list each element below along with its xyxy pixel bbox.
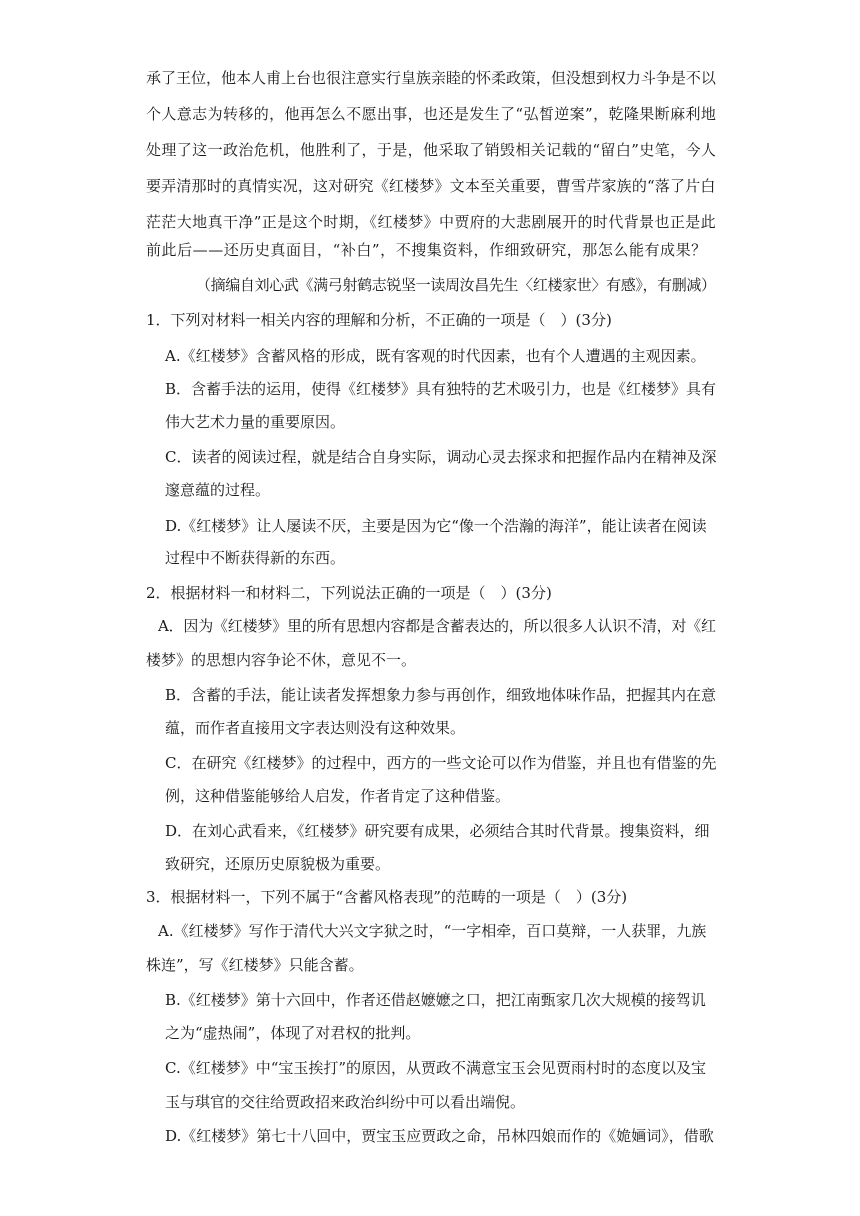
option-a-continued: 株连”，写《红楼梦》只能含蓄。 [146,956,364,974]
question-stem: 3．根据材料一，下列不属于“含蓄风格表现”的范畴的一项是（ ）(3分) [146,888,628,906]
option-d: D．在刘心武看来，《红楼梦》研究要有成果，必须结合其时代背景。搜集资料，细 [165,822,710,840]
passage-line: 茫茫大地真干净”正是这个时期，《红楼梦》中贾府的大悲剧展开的时代背景也正是此 [146,213,717,231]
option-c-continued: 例，这种借鉴能够给人启发，作者肯定了这种借鉴。 [165,787,511,805]
option-d-continued: 致研究，还原历史原貌极为重要。 [165,855,391,873]
option-a: A.《红楼梦》写作于清代大兴文字狱之时，“一字相牵，百口莫辩，一人获罪，九族 [158,922,707,940]
question-stem: 1．下列对材料一相关内容的理解和分析，不正确的一项是（ ）(3分) [146,311,612,329]
option-b: B．含蓄的手法，能让读者发挥想象力参与再创作，细致地体味作品，把握其内在意 [165,686,717,704]
option-c-continued: 邃意蕴的过程。 [165,481,271,499]
option-b-continued: 伟大艺术力量的重要原因。 [165,413,346,431]
option-c: C．读者的阅读过程，就是结合自身实际，调动心灵去探求和把握作品内在精神及深 [165,448,717,466]
passage-line: 承了王位，他本人甫上台也很注意实行皇族亲睦的怀柔政策，但没想到权力斗争是不以 [146,69,716,87]
option-d-continued: 过程中不断获得新的东西。 [165,549,346,567]
option-d: D.《红楼梦》让人屡读不厌，主要是因为它“像一个浩瀚的海洋”，能让读者在阅读 [165,517,707,535]
question-stem: 2．根据材料一和材料二，下列说法正确的一项是（ ）(3分) [146,584,552,602]
option-b-continued: 之为“虚热闹”，体现了对君权的批判。 [165,1024,421,1042]
option-b-continued: 蕴，而作者直接用文字表达则没有这种效果。 [165,719,466,737]
option-b: B.《红楼梦》第十六回中，作者还借赵嬷嬷之口，把江南甄家几次大规模的接驾讥 [165,991,706,1009]
passage-line: 要弄清那时的真情实况，这对研究《红楼梦》文本至关重要，曹雪芹家族的“落了片白 [146,177,716,195]
option-a: A．因为《红楼梦》里的所有思想内容都是含蓄表达的，所以很多人认识不清，对《红 [158,617,716,635]
option-b: B．含蓄手法的运用，使得《红楼梦》具有独特的艺术吸引力，也是《红楼梦》具有 [165,380,717,398]
option-c: C.《红楼梦》中“宝玉挨打”的原因，从贾政不满意宝玉会见贾雨村时的态度以及宝 [165,1059,707,1077]
option-a-continued: 楼梦》的思想内容争论不休，意见不一。 [146,651,417,669]
passage-line: 前此后——还历史真面目，“补白”，不搜集资料，作细致研究，那怎么能有成果？ [146,241,707,259]
passage-source: （摘编自刘心武《满弓射鹤志锐坚一读周汝昌先生〈红楼家世〉有感》，有删减） [196,276,716,294]
option-c-continued: 玉与琪官的交往给贾政招来政治纠纷中可以看出端倪。 [165,1093,526,1111]
option-c: C．在研究《红楼梦》的过程中，西方的一些文论可以作为借鉴，并且也有借鉴的先 [165,754,717,772]
option-a: A.《红楼梦》含蓄风格的形成，既有客观的时代因素，也有个人遭遇的主观因素。 [165,347,706,365]
passage-line: 处理了这一政治危机，他胜利了，于是，他采取了销毁相关记载的“留白”史笔，今人 [146,141,717,159]
option-d: D.《红楼梦》第七十八回中，贾宝玉应贾政之命，吊林四娘而作的《姽婳词》，借歌 [165,1127,714,1145]
passage-line: 个人意志为转移的，他再怎么不愿出事，也还是发生了“弘皙逆案”，乾隆果断麻利地 [146,105,717,123]
